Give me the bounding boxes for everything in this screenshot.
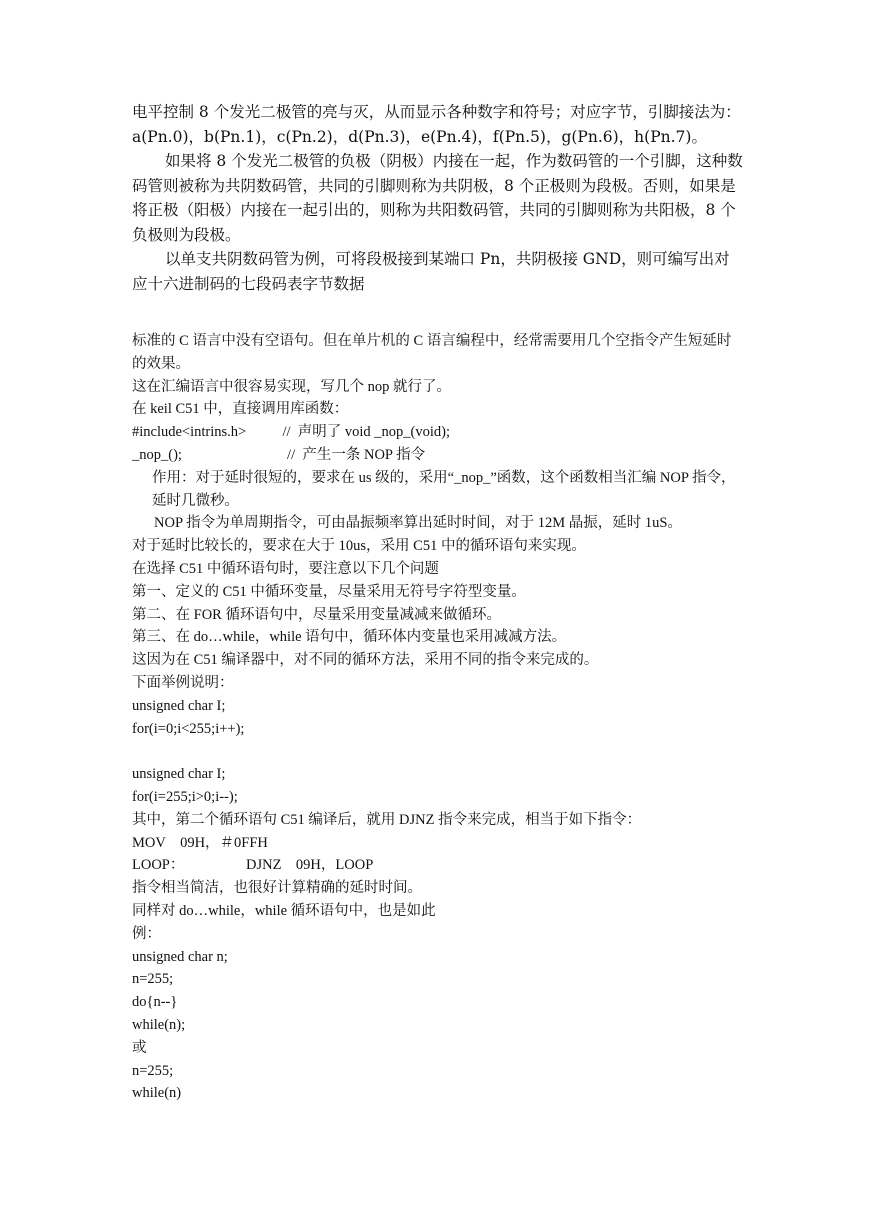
text-line: 同样对 do…while，while 循环语句中，也是如此 — [132, 902, 436, 919]
code-line: while(n) — [132, 1085, 182, 1102]
code-line: n=255; — [132, 971, 174, 988]
code-line: for(i=255;i>0;i--); — [132, 788, 238, 805]
text-line: 对于延时比较长的，要求在大于 10us，采用 C51 中的循环语句来实现。 — [132, 538, 586, 555]
paragraph-pin-mapping: 电平控制 8 个发光二极管的亮与灭，从而显示各种数字和符号；对应字节，引脚接法为：a(Pn.0)，b(Pn.1)，c(Pn.2)，d(Pn.3)，e(Pn.4)，f(Pn.5)，g(Pn.6)，h(Pn.7)。 — [132, 103, 741, 146]
text-line: 例： — [132, 925, 161, 942]
code-line: while(n); — [132, 1016, 186, 1033]
code-line: unsigned char n; — [132, 948, 228, 965]
text-line: 指令相当简洁，也很好计算精确的延时时间。 — [132, 880, 422, 897]
paragraph-common-cathode: 如果将 8 个发光二极管的负极（阴极）内接在一起，作为数码管的一个引脚，这种数码管则被称为共阴数码管，共同的引脚则称为共阴极，8 个正极则为段极。否则，如果是将正极（阳极）内接在一起引出的，则称为共阳数码管，共同的引脚则称为共阳极，8 个负极则为段极。 — [132, 152, 743, 244]
text-line: 这因为在 C51 编译器中，对不同的循环方法，采用不同的指令来完成的。 — [132, 652, 599, 669]
text-line: 在选择 C51 中循环语句时，要注意以下几个问题 — [132, 560, 439, 577]
text-line: 其中，第二个循环语句 C51 编译后，就用 DJNZ 指令来完成，相当于如下指令： — [132, 811, 642, 828]
text-line: 第一、定义的 C51 中循环变量，尽量采用无符号字符型变量。 — [132, 583, 526, 600]
code-line: unsigned char I; — [132, 697, 226, 714]
code-line: _nop_(); // 产生一条 NOP 指令 — [132, 446, 426, 463]
text-line: 第三、在 do…while，while 语句中，循环体内变量也采用减减方法。 — [132, 629, 567, 646]
text-line: 在 keil C51 中，直接调用库函数： — [132, 401, 349, 418]
text-line: 下面举例说明： — [132, 674, 234, 691]
text-line: 这在汇编语言中很容易实现，写几个 nop 就行了。 — [132, 378, 451, 395]
paragraph-example: 以单支共阴数码管为例，可将段极接到某端口 Pn，共阴极接 GND，则可编写出对应十六进制码的七段码表字节数据 — [132, 250, 730, 293]
code-line: MOV 09H，＃0FFH — [132, 834, 268, 851]
code-line: #include<intrins.h> // 声明了 void _nop_(void); — [132, 424, 451, 441]
text-line: 作用：对于延时很短的，要求在 us 级的，采用“_nop_”函数，这个函数相当汇编 NOP 指令，延时几微秒。 — [152, 469, 736, 509]
code-line: for(i=0;i<255;i++); — [132, 720, 245, 737]
text-line: 标准的 C 语言中没有空语句。但在单片机的 C 语言编程中，经常需要用几个空指令产生短延时的效果。 — [132, 333, 732, 372]
text-line: NOP 指令为单周期指令，可由晶振频率算出延时时间，对于 12M 晶振，延时 1uS。 — [154, 515, 682, 532]
text-line: 或 — [132, 1039, 147, 1056]
code-line: n=255; — [132, 1062, 174, 1079]
code-line: do{n--} — [132, 994, 178, 1011]
seven-segment-section — [132, 100, 744, 296]
text-line: 第二、在 FOR 循环语句中，尽量采用变量减减来做循环。 — [132, 606, 501, 623]
delay-section — [132, 330, 744, 1105]
code-line: LOOP： DJNZ 09H，LOOP — [132, 857, 374, 874]
code-line: unsigned char I; — [132, 766, 226, 783]
blank-line — [132, 740, 744, 763]
